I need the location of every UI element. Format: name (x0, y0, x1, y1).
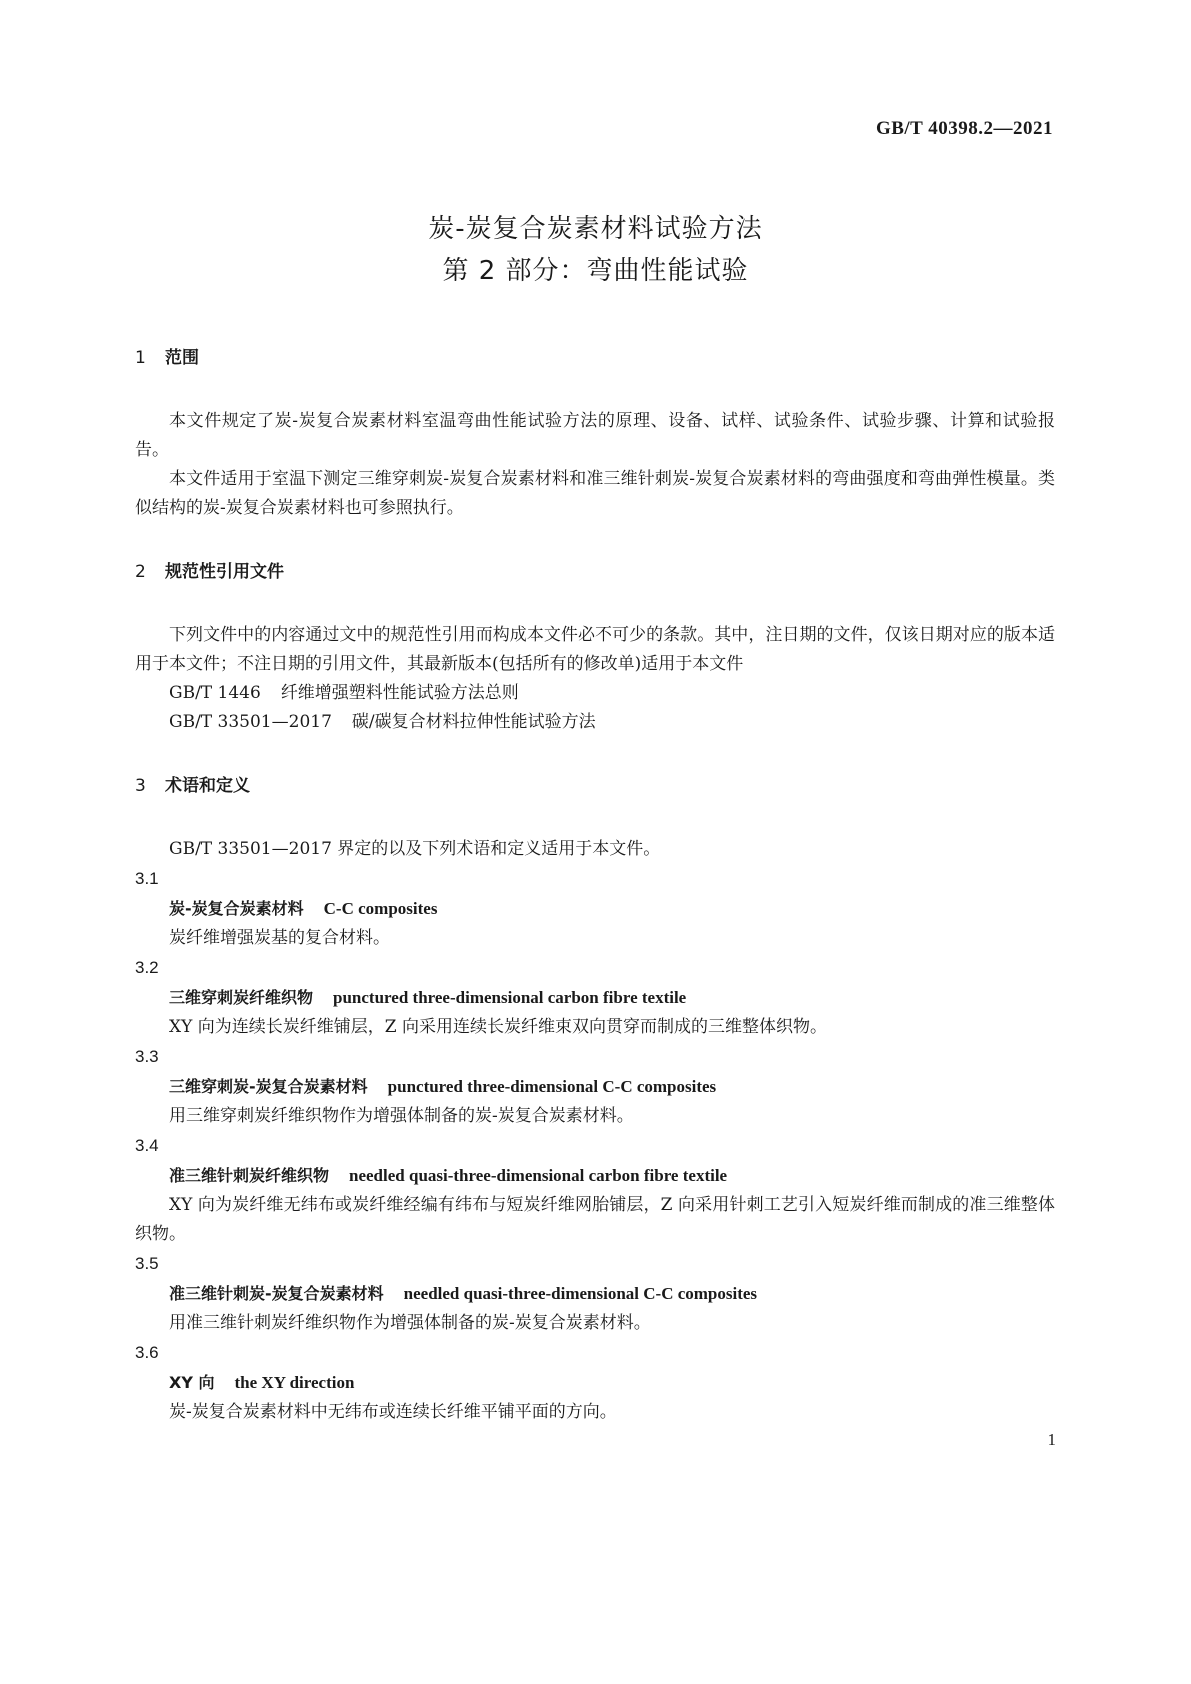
paragraph: 下列文件中的内容通过文中的规范性引用而构成本文件必不可少的条款。其中，注日期的文件，仅该日期对应的版本适用于本文件；不注日期的引用文件，其最新版本(包括所有的修改单)适用于本文件 (135, 625, 1055, 674)
term-entry (135, 953, 1055, 1042)
reference-code: GB/T 1446 (169, 683, 261, 703)
term-name-zh: 准三维针刺炭纤维织物 (169, 1166, 330, 1185)
term-name-en: punctured three-dimensional carbon fibre textile (333, 988, 687, 1007)
page-number: 1 (1047, 1430, 1056, 1449)
term-number: 3.4 (135, 1136, 159, 1155)
term-entry (135, 1249, 1055, 1338)
paragraph: GB/T 33501—2017 界定的以及下列术语和定义适用于本文件。 (169, 839, 661, 859)
paragraph: 本文件适用于室温下测定三维穿刺炭-炭复合炭素材料和准三维针刺炭-炭复合炭素材料的弯曲强度和弯曲弹性模量。类似结构的炭-炭复合炭素材料也可参照执行。 (135, 469, 1055, 518)
term-name (135, 1279, 1055, 1309)
term-name-zh: 炭-炭复合炭素材料 (169, 899, 304, 918)
section-title: 规范性引用文件 (165, 562, 284, 582)
term-definition: 用准三维针刺炭纤维织物作为增强体制备的炭-炭复合炭素材料。 (169, 1313, 651, 1333)
term-entry (135, 1042, 1055, 1131)
section-number: 2 (135, 562, 146, 582)
term-number: 3.5 (135, 1254, 159, 1273)
reference-title: 纤维增强塑料性能试验方法总则 (280, 683, 519, 703)
term-name-en: needled quasi-three-dimensional carbon fibre textile (349, 1166, 728, 1185)
term-name (135, 1072, 1055, 1102)
term-definition: XY 向为连续长炭纤维铺层，Z 向采用连续长炭纤维束双向贯穿而制成的三维整体织物。 (169, 1017, 827, 1037)
term-name-zh: 准三维针刺炭-炭复合炭素材料 (169, 1284, 384, 1303)
term-entry (135, 864, 1055, 953)
section-title: 术语和定义 (165, 776, 250, 796)
term-entry (135, 1131, 1055, 1249)
term-name-zh: 三维穿刺炭纤维织物 (169, 988, 314, 1007)
term-entry (135, 1338, 1055, 1427)
document-title (0, 208, 1191, 292)
section-title: 范围 (165, 348, 199, 368)
term-name-en: punctured three-dimensional C-C composites (387, 1077, 717, 1096)
section-scope (135, 345, 1055, 523)
reference-title: 碳/碳复合材料拉伸性能试验方法 (351, 712, 596, 732)
term-definition: XY 向为炭纤维无纬布或炭纤维经编有纬布与短炭纤维网胎铺层，Z 向采用针刺工艺引入短炭纤维而制成的准三维整体织物。 (135, 1195, 1055, 1244)
term-name (135, 1368, 1055, 1398)
term-definition: 炭纤维增强炭基的复合材料。 (169, 928, 390, 948)
standard-number: GB/T 40398.2—2021 (875, 118, 1053, 139)
term-definition: 炭-炭复合炭素材料中无纬布或连续长纤维平铺平面的方向。 (169, 1402, 617, 1422)
title-line-2: 第 2 部分：弯曲性能试验 (442, 256, 749, 286)
section-heading (135, 559, 1055, 585)
term-number: 3.2 (135, 958, 159, 977)
section-heading (135, 345, 1055, 371)
reference-item (135, 679, 1055, 708)
term-name (135, 983, 1055, 1013)
section-number: 3 (135, 776, 146, 796)
paragraph: 本文件规定了炭-炭复合炭素材料室温弯曲性能试验方法的原理、设备、试样、试验条件、试验步骤、计算和试验报告。 (135, 411, 1055, 460)
term-name-en: C-C composites (323, 899, 438, 918)
section-number: 1 (135, 348, 146, 368)
term-number: 3.1 (135, 869, 159, 888)
section-terms (135, 773, 1055, 1427)
term-name-en: needled quasi-three-dimensional C-C composites (403, 1284, 758, 1303)
section-normative-references (135, 559, 1055, 737)
term-name (135, 1161, 1055, 1191)
term-name-zh: 三维穿刺炭-炭复合炭素材料 (169, 1077, 368, 1096)
title-line-1: 炭-炭复合炭素材料试验方法 (428, 214, 763, 244)
section-heading (135, 773, 1055, 799)
term-definition: 用三维穿刺炭纤维织物作为增强体制备的炭-炭复合炭素材料。 (169, 1106, 634, 1126)
term-name-zh: XY 向 (169, 1373, 215, 1392)
document-body (135, 345, 1055, 1463)
reference-item (135, 708, 1055, 737)
reference-code: GB/T 33501—2017 (169, 712, 332, 732)
term-number: 3.6 (135, 1343, 159, 1362)
term-name (135, 894, 1055, 924)
term-name-en: the XY direction (234, 1373, 355, 1392)
term-number: 3.3 (135, 1047, 159, 1066)
